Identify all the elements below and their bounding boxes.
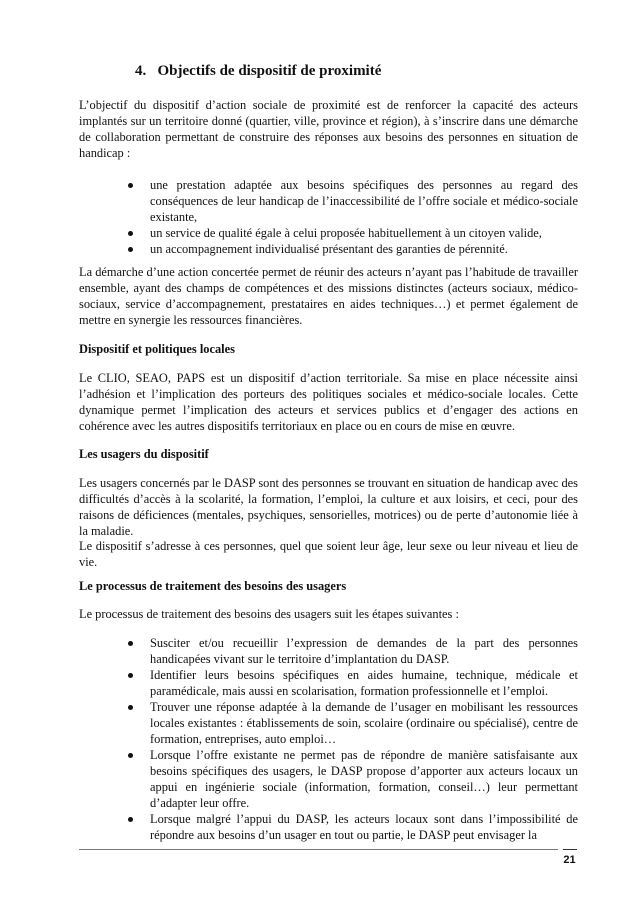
list-item: une prestation adaptée aux besoins spécifiques des personnes au regard des conséquences de leur handicap de l’inaccessibilité de l’offre sociale et médico-sociale existante,: [125, 177, 578, 225]
concerted-action-paragraph: La démarche d’une action concertée permet de réunir des acteurs n’ayant pas l’habitude de travailler ensemble, ayant des champs de compétences et des missions distinctes (acteurs sociaux, médico-sociaux, service d’accompagnement, prestataires en aides techniques…) et permet également de mettre en synergie les ressources financières.: [79, 265, 578, 327]
section-number: 4.: [135, 63, 147, 79]
users-heading: Les usagers du dispositif: [79, 447, 209, 461]
bullet-icon: [128, 641, 133, 646]
footer-page-rule: [563, 849, 577, 850]
bullet-icon: [128, 183, 133, 188]
policies-heading: Dispositif et politiques locales: [79, 342, 235, 356]
process-steps-list: [125, 635, 578, 843]
bullet-icon: [128, 817, 133, 822]
process-heading: Le processus de traitement des besoins des usagers: [79, 579, 347, 593]
section-title: Objectifs de dispositif de proximité: [157, 63, 382, 79]
list-item: Susciter et/ou recueillir l’expression de demandes de la part des personnes handicapées vivant sur le territoire d’implantation du DASP.: [125, 635, 578, 667]
policies-paragraph: Le CLIO, SEAO, PAPS est un dispositif d’action territoriale. Sa mise en place nécessite ainsi l’adhésion et l’implication des porteurs des politiques sociales et médico-sociale locales. Cette dynamique permet l’implication des acteurs et services publics et d’engager des actions en cohérence avec les autres dispositifs territoriaux en place ou en cours de mise en œuvre.: [79, 371, 578, 433]
page-number: 21: [563, 854, 576, 866]
users-paragraph: Les usagers concernés par le DASP sont des personnes se trouvant en situation de handicap avec des difficultés d’accès à la scolarité, la formation, l’emploi, la culture et aux loisirs, et ceci, pour des raisons de déficiences (mentales, psychiques, sensorielles, motrices) ou de perte d’autonomie liée à la maladie.: [79, 476, 578, 538]
list-item: Trouver une réponse adaptée à la demande de l’usager en mobilisant les ressources locales existantes : établissements de soin, scolaire (ordinaire ou spécialisé), centre de formation, entreprises, auto emploi…: [125, 699, 578, 747]
list-item: Lorsque l’offre existante ne permet pas de répondre de manière satisfaisante aux besoins spécifiques des usagers, le DASP propose d’apporter aux acteurs locaux un appui en ingénierie sociale (information, formation, conseil…) leur permettant d’adapter leur offre.: [125, 747, 578, 811]
section-heading: [135, 61, 381, 81]
list-item: Lorsque malgré l’appui du DASP, les acteurs locaux sont dans l’impossibilité de répondre aux besoins d’un usager en tout ou partie, le DASP peut envisager la: [125, 811, 578, 843]
intro-paragraph: L’objectif du dispositif d’action sociale de proximité est de renforcer la capacité des acteurs implantés sur un territoire donné (quartier, ville, province et région), à s’inscrire dans une démarche de collaboration permettant de construire des réponses aux besoins des personnes en situation de handicap :: [79, 98, 578, 160]
list-item: un service de qualité égale à celui proposée habituellement à un citoyen valide,: [125, 225, 578, 241]
users-paragraph-2: Le dispositif s’adresse à ces personnes, quel que soient leur âge, leur sexe ou leur niveau et lieu de vie.: [79, 539, 578, 569]
bullet-icon: [128, 705, 133, 710]
bullet-icon: [128, 247, 133, 252]
list-item: Identifier leurs besoins spécifiques en aides humaine, technique, médicale et paramédicale, mais aussi en scolarisation, formation professionnelle et l’emploi.: [125, 667, 578, 699]
footer-divider: [79, 849, 558, 850]
bullet-icon: [128, 231, 133, 236]
process-intro: Le processus de traitement des besoins des usagers suit les étapes suivantes :: [79, 607, 459, 621]
bullet-icon: [128, 673, 133, 678]
bullet-icon: [128, 753, 133, 758]
objectives-list: [125, 177, 578, 257]
list-item: un accompagnement individualisé présentant des garanties de pérennité.: [125, 241, 578, 257]
